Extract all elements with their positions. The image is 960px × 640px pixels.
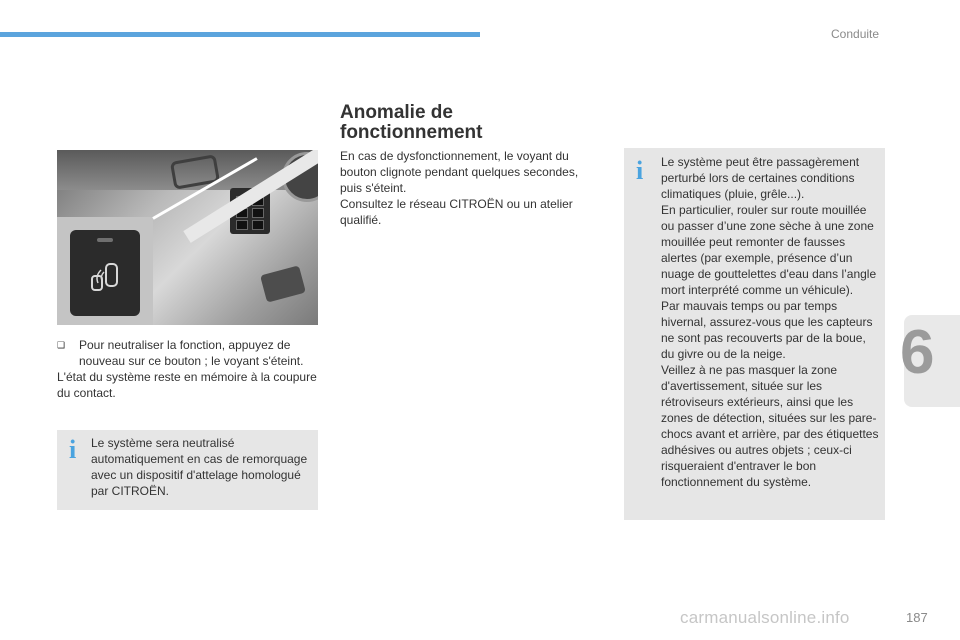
bullet-marker: ❑ <box>57 340 66 350</box>
malfunction-paragraph: Consultez le réseau CITROËN ou un atelier qualifié. <box>340 197 573 227</box>
info-text <box>661 154 881 490</box>
pedal <box>260 265 306 302</box>
bullet-text: Pour neutraliser la fonction, appuyez de nouveau sur ce bouton ; le voyant s'éteint. <box>79 338 304 368</box>
info-box-conditions <box>624 148 885 520</box>
info-paragraph: En particulier, rouler sur route mouillée ou passer d’une zone sèche à une zone mouillée peut remonter de fausses alertes (par exemple, présence d’un nuage de gouttelettes d'eau dans l’angle mort interprété comme un véhicule). <box>661 203 877 297</box>
info-icon: i <box>69 435 77 464</box>
button-closeup <box>57 217 153 325</box>
blind-spot-button <box>70 230 140 316</box>
section-title: Conduite <box>831 27 880 41</box>
section-heading: Anomalie de fonctionnement <box>340 102 483 143</box>
info-box-towing <box>57 430 318 510</box>
info-text: Le système sera neutralisé automatiquement en cas de remorquage avec un dispositif d'attelage homologué par CITROËN. <box>91 436 308 498</box>
info-paragraph: Par mauvais temps ou par temps hivernal, assurez-vous que les capteurs ne sont pas recouverts par de la boue, du givre ou de la neige. <box>661 299 873 361</box>
blind-spot-monitoring-icon <box>88 260 124 296</box>
watermark: carmanualsonline.info <box>680 608 850 627</box>
header-accent-bar <box>0 32 480 37</box>
chapter-number: 6 <box>900 318 935 387</box>
indicator-led <box>97 238 113 242</box>
malfunction-paragraph: En cas de dysfonctionnement, le voyant du bouton clignote pendant quelques secondes, puis s'éteint. <box>340 149 579 195</box>
info-paragraph: Le système peut être passagèrement perturbé lors de certaines conditions climatiques (pluie, grêle...). <box>661 155 860 201</box>
malfunction-text <box>340 148 595 228</box>
memory-note: L'état du système reste en mémoire à la coupure du contact. <box>57 370 317 400</box>
info-paragraph: Veillez à ne pas masquer la zone d'avertissement, située sur les rétroviseurs extérieurs, ainsi que les zones de détection, situées sur les pare-chocs avant et arrière, par des étiquettes adhésives ou autres objets ; ceux-ci risqueraient d'entraver le bon fonctionnement du système. <box>661 363 879 489</box>
info-icon: i <box>636 156 644 185</box>
page-number: 187 <box>906 610 928 625</box>
